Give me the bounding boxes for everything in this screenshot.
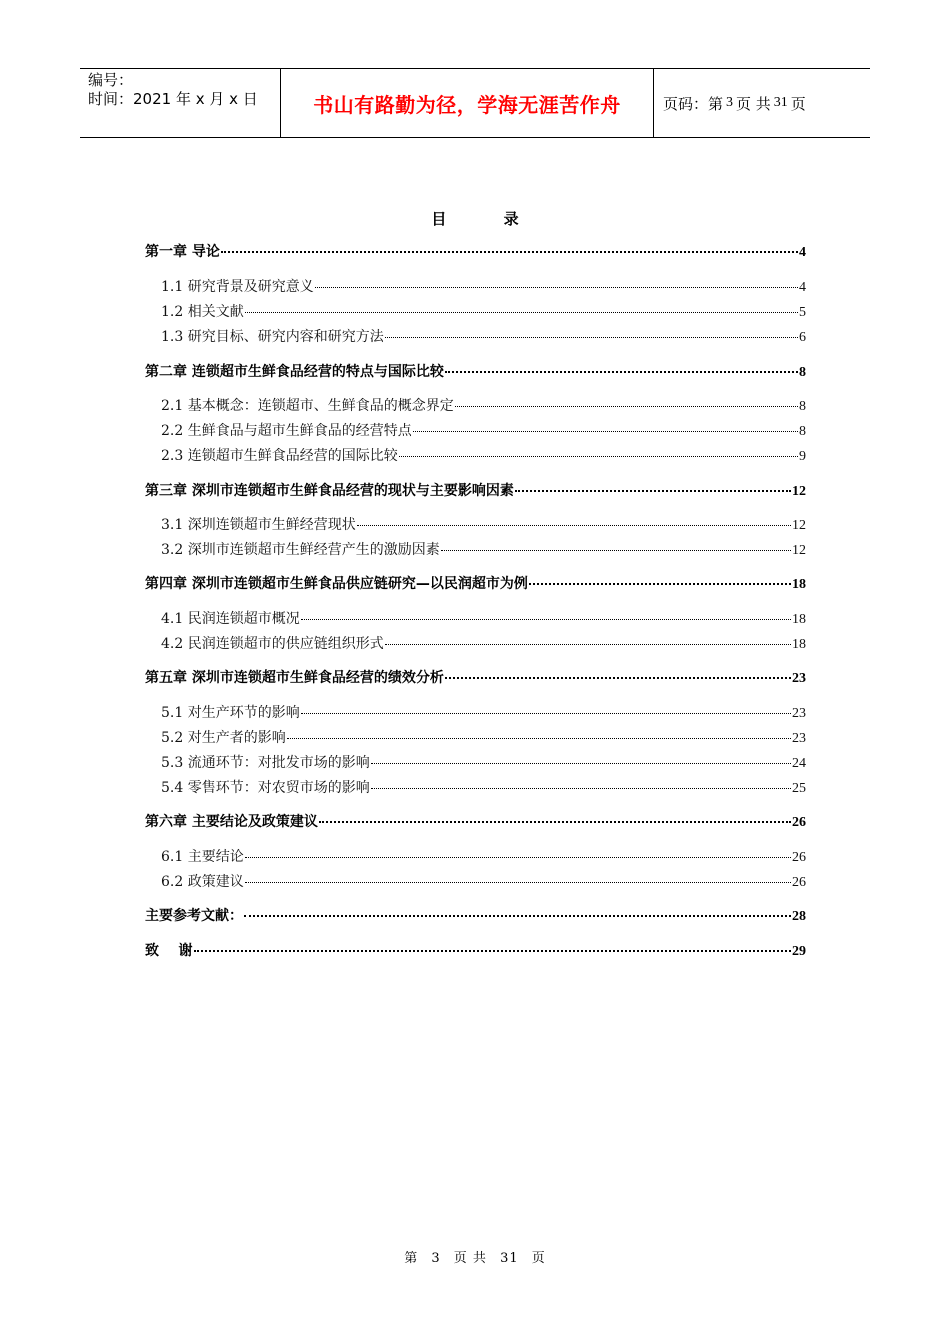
toc-entry-label: 4.1 民润连锁超市概况 [161,611,300,627]
dot-leader [357,525,791,526]
toc-entry-page: 26 [792,815,806,830]
dot-leader [194,950,792,952]
toc-entry-label: 第一章 导论 [145,244,220,260]
toc-entry-label: 2.2 生鲜食品与超市生鲜食品的经营特点 [161,423,412,439]
toc-entry-page: 9 [799,449,806,464]
dot-leader [315,287,798,288]
toc-entry[interactable] [161,445,806,467]
toc-entry[interactable] [161,539,806,561]
toc-title-char-2: 录 [503,210,519,228]
toc-entry-label: 5.3 流通环节：对批发市场的影响 [161,755,370,771]
toc-entry-page: 23 [792,731,806,746]
dot-leader [301,619,791,620]
toc-entry-page: 6 [799,330,806,345]
dot-leader [385,644,791,645]
toc-entry-page: 8 [799,399,806,414]
toc-entry-page: 8 [799,365,806,380]
toc-entry-page: 26 [792,875,806,890]
toc-entry-page: 12 [792,518,806,533]
dot-leader [221,251,798,253]
toc-entry[interactable] [145,241,806,263]
dot-leader [245,882,791,883]
toc-entry[interactable] [145,667,806,689]
header-motto-cell [281,69,654,137]
toc-entry[interactable] [161,777,806,799]
dot-leader [455,406,798,407]
toc-entry-page: 26 [792,850,806,865]
toc-entry-page: 12 [792,484,806,499]
toc-entry[interactable] [145,361,806,383]
dot-leader [371,788,791,789]
toc-entry-label: 1.1 研究背景及研究意义 [161,279,314,295]
toc-entry[interactable] [145,573,806,595]
toc-entry-page: 24 [792,756,806,771]
dot-leader [245,312,798,313]
toc-entry-label: 第三章 深圳市连锁超市生鲜食品经营的现状与主要影响因素 [145,483,514,499]
toc-entry-label: 第四章 深圳市连锁超市生鲜食品供应链研究—以民润超市为例 [145,576,528,592]
toc-entry[interactable] [161,752,806,774]
footer-current: 3 [431,1251,441,1266]
header-motto: 书山有路勤为径，学海无涯苦作舟 [313,92,621,117]
dot-leader [319,821,791,823]
toc-entry-label: 5.2 对生产者的影响 [161,730,286,746]
time-label: 时间：2021 年 x 月 x 日 [88,90,258,108]
toc-entry-label: 5.4 零售环节：对农贸市场的影响 [161,780,370,796]
toc-entry-label: 1.3 研究目标、研究内容和研究方法 [161,329,384,345]
toc-title [0,208,950,229]
toc-entry-page: 4 [799,280,806,295]
footer-total: 31 [500,1251,519,1266]
dot-leader [413,431,798,432]
page-total: 31 [773,95,788,110]
toc-entry-label: 2.1 基本概念：连锁超市、生鲜食品的概念界定 [161,398,454,414]
footer-prefix: 第 [404,1251,419,1266]
dot-leader [529,583,791,585]
toc-entry-label: 4.2 民润连锁超市的供应链组织形式 [161,636,384,652]
header-page-number [654,69,870,137]
toc-entry[interactable] [145,905,806,927]
toc-entry-page: 18 [792,637,806,652]
toc-entry[interactable] [161,326,806,348]
toc-entry[interactable] [161,276,806,298]
toc-entry-label: 第二章 连锁超市生鲜食品经营的特点与国际比较 [145,364,444,380]
toc-entry-label: 2.3 连锁超市生鲜食品经营的国际比较 [161,448,398,464]
toc-entry[interactable] [161,395,806,417]
toc-entry-page: 29 [792,944,806,959]
footer-suffix: 页 [531,1251,546,1266]
toc-entry-page: 23 [792,706,806,721]
footer-mid: 页 共 [453,1251,487,1266]
dot-leader [385,337,798,338]
dot-leader [301,713,791,714]
dot-leader [445,677,791,679]
toc-entry-page: 4 [799,245,806,260]
toc-entry-label: 6.2 政策建议 [161,874,244,890]
toc-entry-label: 致 谢 [145,943,193,959]
page-header [80,68,870,138]
toc-entry-label: 第六章 主要结论及政策建议 [145,814,318,830]
toc-entry-page: 23 [792,671,806,686]
header-meta [80,69,281,137]
toc-entry-label: 3.1 深圳连锁超市生鲜经营现状 [161,517,356,533]
dot-leader [515,490,791,492]
page-current: 3 [726,95,734,110]
toc-entry[interactable] [145,940,806,962]
toc-entry[interactable] [161,727,806,749]
page-prefix: 页码：第 [663,94,724,113]
toc-entry-label: 6.1 主要结论 [161,849,244,865]
toc-entry[interactable] [145,480,806,502]
page-footer [0,1247,950,1266]
toc-entry[interactable] [161,871,806,893]
toc-entry-page: 12 [792,543,806,558]
toc-entry[interactable] [161,514,806,536]
dot-leader [245,857,791,858]
toc-entry-page: 25 [792,781,806,796]
dot-leader [244,915,791,917]
dot-leader [399,456,798,457]
dot-leader [445,371,798,373]
code-label: 编号： [88,71,134,89]
toc-entry[interactable] [161,846,806,868]
page-suffix: 页 [790,94,806,113]
page-mid: 页 共 [736,94,771,113]
toc-entry-label: 第五章 深圳市连锁超市生鲜食品经营的绩效分析 [145,670,444,686]
dot-leader [441,550,791,551]
toc-entry[interactable] [161,633,806,655]
toc-entry-page: 5 [799,305,806,320]
toc-entry-page: 8 [799,424,806,439]
dot-leader [287,738,791,739]
toc-entry-label: 3.2 深圳市连锁超市生鲜经营产生的激励因素 [161,542,440,558]
toc-entry[interactable] [161,301,806,323]
toc-entry-label: 主要参考文献： [145,908,243,924]
toc-entry-label: 5.1 对生产环节的影响 [161,705,300,721]
toc-entry[interactable] [161,702,806,724]
toc-entry-page: 18 [792,612,806,627]
toc-entry[interactable] [161,608,806,630]
toc-entry[interactable] [161,420,806,442]
toc-entry-page: 18 [792,577,806,592]
toc-title-char-1: 目 [431,210,447,228]
dot-leader [371,763,791,764]
toc-entry-page: 28 [792,909,806,924]
toc-entry-label: 1.2 相关文献 [161,304,244,320]
toc-entry[interactable] [145,811,806,833]
